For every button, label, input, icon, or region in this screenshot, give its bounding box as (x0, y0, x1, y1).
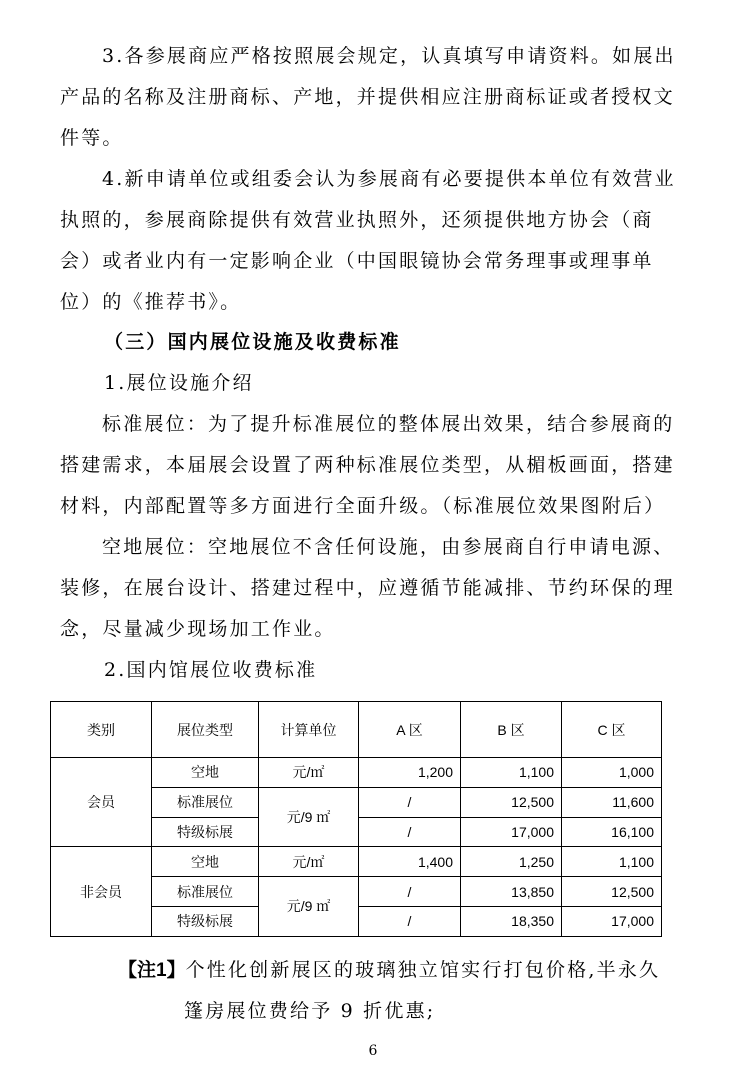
section-heading: （三）国内展位设施及收费标准 (104, 331, 401, 353)
price-a-cell: / (359, 787, 461, 817)
subheading-fee-standard: 2.国内馆展位收费标准 (104, 659, 318, 681)
price-c-cell: 12,500 (562, 877, 662, 907)
price-b-cell: 12,500 (461, 787, 562, 817)
header-zone-c: C 区 (562, 702, 662, 758)
header-category: 类别 (51, 702, 152, 758)
paragraph-raw-space: 空地展位：空地展位不含任何设施，由参展商自行申请电源、装修，在展台设计、搭建过程中，应遵循节能减排、节约环保的理念，尽量减少现场加工作业。 (60, 536, 675, 640)
table-header-row (51, 702, 662, 758)
header-unit: 计算单位 (259, 702, 359, 758)
header-booth-type: 展位类型 (152, 702, 259, 758)
booth-type-cell: 特级标展 (152, 817, 259, 847)
price-b-cell: 1,250 (461, 847, 562, 877)
unit-cell: 元/㎡ (259, 847, 359, 877)
booth-type-cell: 标准展位 (152, 787, 259, 817)
price-c-cell: 16,100 (562, 817, 662, 847)
paragraph-standard-booth: 标准展位：为了提升标准展位的整体展出效果，结合参展商的搭建需求，本届展会设置了两种标准展位类型，从楣板画面，搭建材料，内部配置等多方面进行全面升级。（标准展位效果图附后） (60, 413, 675, 517)
category-cell: 会员 (51, 758, 152, 847)
price-c-cell: 1,100 (562, 847, 662, 877)
table-row (51, 758, 662, 788)
price-a-cell: / (359, 906, 461, 936)
paragraph-item-3: 3.各参展商应严格按照展会规定，认真填写申请资料。如展出产品的名称及注册商标、产地，并提供相应注册商标证或者授权文件等。 (60, 45, 676, 149)
note-1 (118, 950, 678, 1032)
price-a-cell: / (359, 877, 461, 907)
note-label: 【注1】 (118, 960, 186, 981)
note-body (118, 950, 678, 1032)
unit-cell: 元/㎡ (259, 758, 359, 788)
price-a-cell: / (359, 817, 461, 847)
category-cell: 非会员 (51, 847, 152, 936)
header-zone-a: A 区 (359, 702, 461, 758)
booth-type-cell: 空地 (152, 847, 259, 877)
fee-table (50, 701, 662, 937)
booth-type-cell: 特级标展 (152, 906, 259, 936)
price-c-cell: 17,000 (562, 906, 662, 936)
page-number: 6 (368, 1043, 378, 1059)
price-c-cell: 1,000 (562, 758, 662, 788)
price-a-cell: 1,400 (359, 847, 461, 877)
table-row (51, 847, 662, 877)
unit-cell: 元/9 ㎡ (259, 787, 359, 847)
price-a-cell: 1,200 (359, 758, 461, 788)
price-b-cell: 1,100 (461, 758, 562, 788)
unit-cell: 元/9 ㎡ (259, 877, 359, 937)
price-b-cell: 13,850 (461, 877, 562, 907)
subheading-facilities: 1.展位设施介绍 (104, 372, 254, 394)
price-b-cell: 18,350 (461, 906, 562, 936)
price-c-cell: 11,600 (562, 787, 662, 817)
booth-type-cell: 标准展位 (152, 877, 259, 907)
header-zone-b: B 区 (461, 702, 562, 758)
price-b-cell: 17,000 (461, 817, 562, 847)
note-text: 个性化创新展区的玻璃独立馆实行打包价格,半永久篷房展位费给予 9 折优惠; (184, 959, 661, 1022)
booth-type-cell: 空地 (152, 758, 259, 788)
paragraph-item-4: 4.新申请单位或组委会认为参展商有必要提供本单位有效营业执照的，参展商除提供有效营业执照外，还须提供地方协会（商会）或者业内有一定影响企业（中国眼镜协会常务理事或理事单位）的《推荐书》。 (60, 168, 676, 313)
